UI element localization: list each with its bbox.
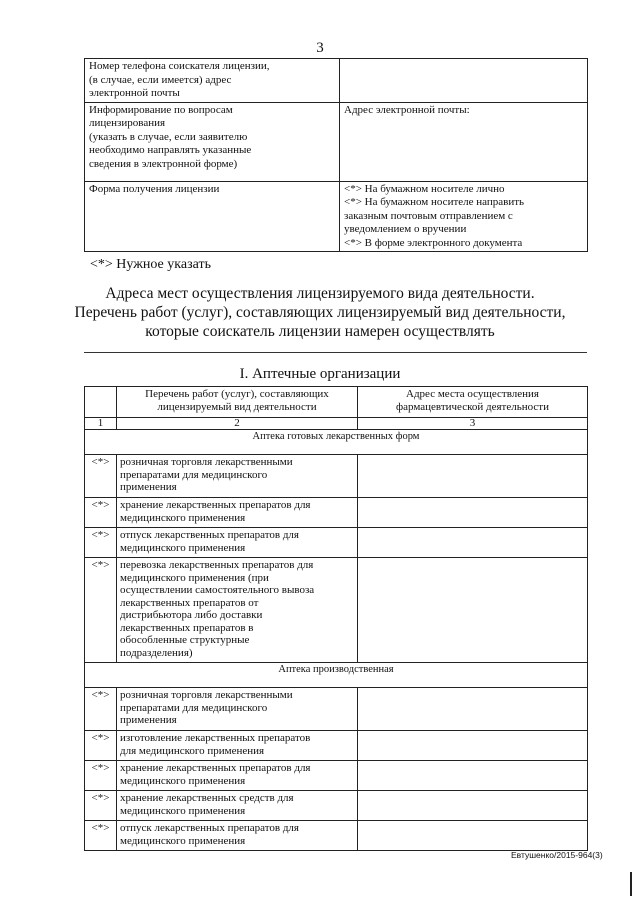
service-text: хранение лекарственных препаратов для медицинского применения (117, 761, 358, 791)
license-form-label: Форма получения лицензии (85, 181, 340, 252)
divider (84, 352, 587, 353)
license-form-options: <*> На бумажном носителе лично <*> На бумажном носителе направить заказным почтовым отправлением с уведомлением о вручении <*> В форме электронного документа (340, 181, 588, 252)
address-cell[interactable] (358, 455, 588, 498)
checkbox-mark[interactable]: <*> (85, 791, 117, 821)
license-form-row (85, 181, 588, 252)
section-title: I. Аптечные организации (239, 366, 401, 382)
address-cell[interactable] (358, 791, 588, 821)
checkbox-mark[interactable]: <*> (85, 558, 117, 663)
page-heading: Адреса мест осуществления лицензируемого вида деятельности. Перечень работ (услуг), составляющих лицензируемый вид деятельности, которые соискатель лицензии намерен осуществлять (74, 285, 566, 340)
group-title-ready-forms: Аптека готовых лекарственных форм (85, 430, 588, 455)
address-cell[interactable] (358, 821, 588, 851)
checkbox-mark[interactable]: <*> (85, 731, 117, 761)
contact-table (84, 58, 588, 252)
service-text: отпуск лекарственных препаратов для медицинского применения (117, 821, 358, 851)
service-text: розничная торговля лекарственными препаратами для медицинского применения (117, 688, 358, 731)
address-cell[interactable] (358, 688, 588, 731)
col-number-3: 3 (358, 418, 588, 430)
checkbox-mark[interactable]: <*> (85, 528, 117, 558)
table-row (85, 761, 588, 791)
table-row (85, 731, 588, 761)
address-cell[interactable] (358, 761, 588, 791)
service-text: розничная торговля лекарственными препаратами для медицинского применения (117, 455, 358, 498)
address-cell[interactable] (358, 498, 588, 528)
informing-row (85, 102, 588, 181)
table-row (85, 688, 588, 731)
table-row (85, 821, 588, 851)
checkbox-mark[interactable]: <*> (85, 761, 117, 791)
service-text: перевозка лекарственных препаратов для медицинского применения (при осуществлении самостоятельного вывоза лекарственных препаратов от дистрибьютора либо доставки лекарственных препаратов в обособленные структурные подразделения) (117, 558, 358, 663)
table-row (85, 791, 588, 821)
number-row (85, 418, 588, 430)
group-title-row (85, 430, 588, 455)
header-row (85, 387, 588, 418)
header-col-3: Адрес места осуществления фармацевтической деятельности (358, 387, 588, 418)
note-text: <*> Нужное указать (90, 257, 211, 272)
services-table (84, 386, 588, 851)
informing-label: Информирование по вопросам лицензирования (указать в случае, если заявителю необходимо направлять указанные сведения в электронной форме) (85, 102, 340, 181)
group-title-production: Аптека производственная (85, 663, 588, 688)
address-cell[interactable] (358, 558, 588, 663)
phone-row (85, 59, 588, 103)
checkbox-mark[interactable]: <*> (85, 455, 117, 498)
address-cell[interactable] (358, 731, 588, 761)
header-col-1 (85, 387, 117, 418)
col-number-2: 2 (117, 418, 358, 430)
phone-label: Номер телефона соискателя лицензии, (в случае, если имеется) адрес электронной почты (85, 59, 340, 103)
col-number-1: 1 (85, 418, 117, 430)
scan-edge-mark (630, 872, 632, 896)
checkbox-mark[interactable]: <*> (85, 498, 117, 528)
table-row (85, 455, 588, 498)
footer-code: Евтушенко/2015-964(3) (511, 850, 603, 860)
address-cell[interactable] (358, 528, 588, 558)
page-number: 3 (316, 40, 324, 56)
group-title-row (85, 663, 588, 688)
table-row (85, 498, 588, 528)
email-value[interactable]: Адрес электронной почты: (340, 102, 588, 181)
checkbox-mark[interactable]: <*> (85, 688, 117, 731)
service-text: изготовление лекарственных препаратов для медицинского применения (117, 731, 358, 761)
service-text: хранение лекарственных средств для медицинского применения (117, 791, 358, 821)
table-row (85, 528, 588, 558)
checkbox-mark[interactable]: <*> (85, 821, 117, 851)
table-row (85, 558, 588, 663)
service-text: хранение лекарственных препаратов для медицинского применения (117, 498, 358, 528)
service-text: отпуск лекарственных препаратов для медицинского применения (117, 528, 358, 558)
header-col-2: Перечень работ (услуг), составляющих лицензируемый вид деятельности (117, 387, 358, 418)
phone-value[interactable] (340, 59, 588, 103)
